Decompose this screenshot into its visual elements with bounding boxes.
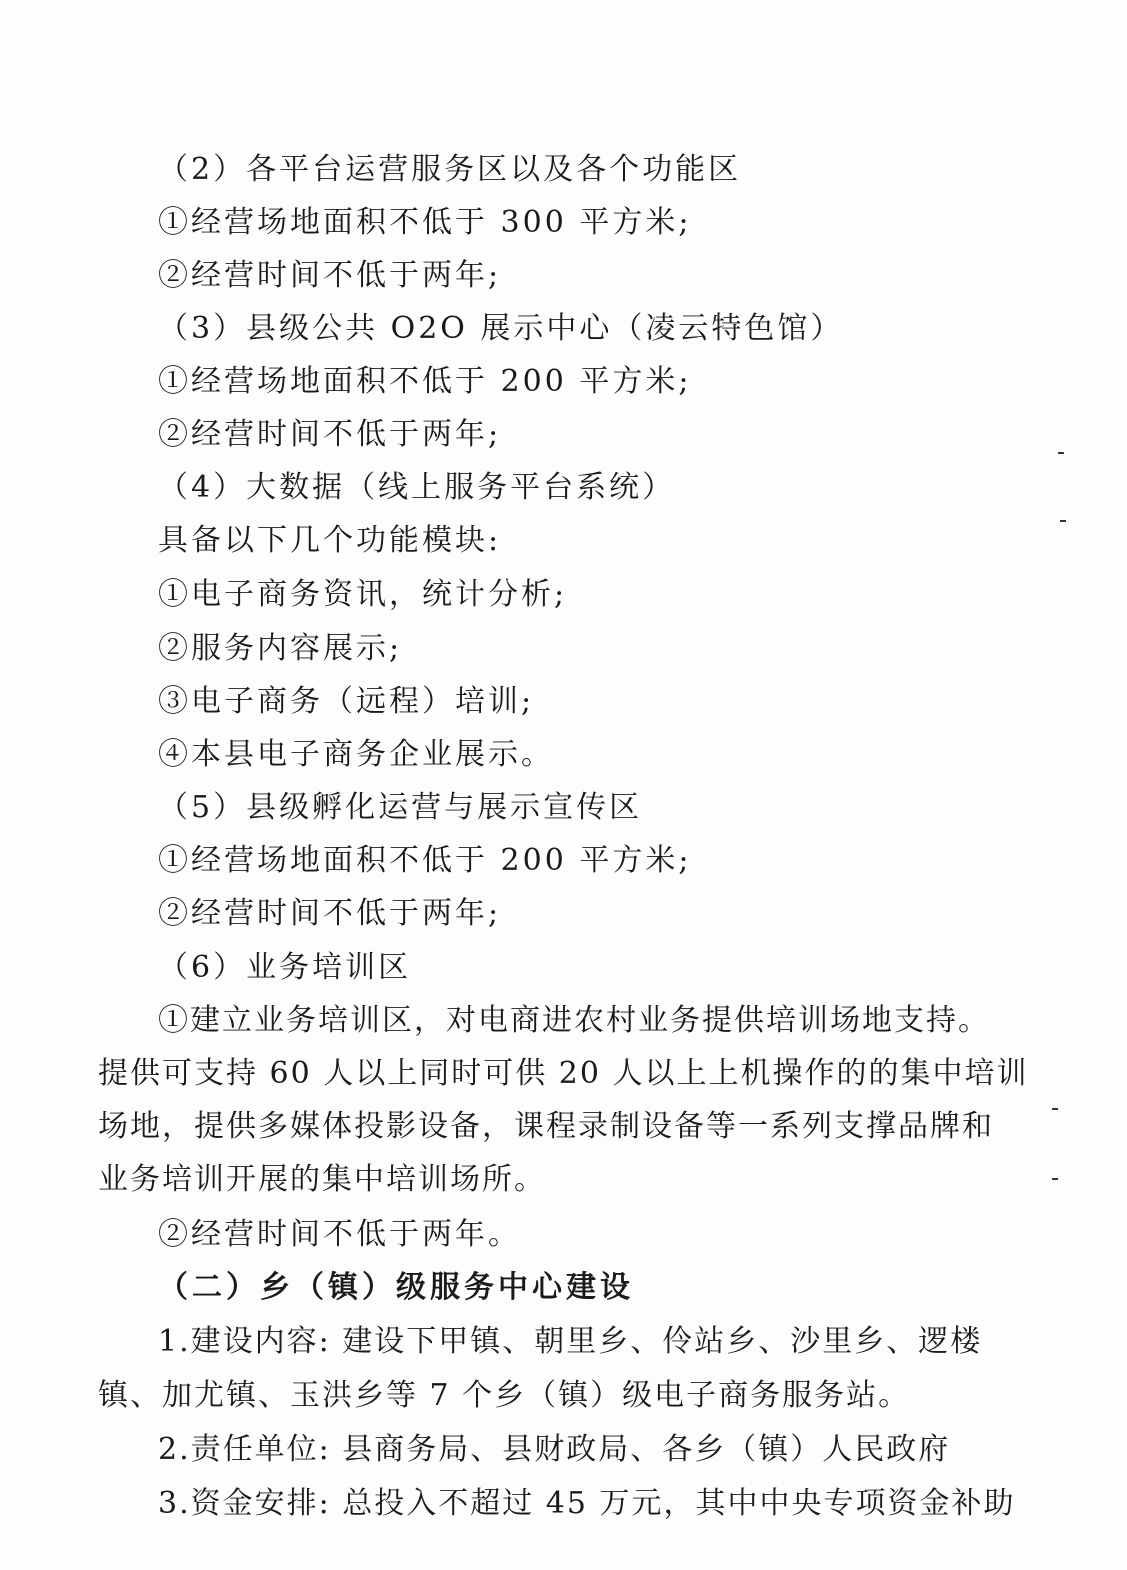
- list-item: ①经营场地面积不低于 300 平方米;: [158, 205, 692, 240]
- paragraph-line: 镇、加尤镇、玉洪乡等 7 个乡（镇）级电子商务服务站。: [98, 1378, 911, 1413]
- paragraph-line: 2.责任单位: 县商务局、县财政局、各乡（镇）人民政府: [158, 1432, 951, 1467]
- list-item: ②经营时间不低于两年。: [158, 1217, 521, 1252]
- list-item: ②经营时间不低于两年;: [158, 896, 502, 931]
- scan-mark: [1052, 1178, 1058, 1180]
- paragraph-line: 业务培训开展的集中培训场所。: [98, 1162, 546, 1197]
- section-heading-6: （6）业务培训区: [158, 950, 412, 985]
- scan-mark: [1060, 520, 1066, 522]
- list-item: ②经营时间不低于两年;: [158, 417, 502, 452]
- list-item: ③电子商务（远程）培训;: [158, 684, 535, 719]
- list-item: ①经营场地面积不低于 200 平方米;: [158, 843, 692, 878]
- section-heading-5: （5）县级孵化运营与展示宣传区: [158, 790, 643, 825]
- paragraph-line: 提供可支持 60 人以上同时可供 20 人以上上机操作的的集中培训: [98, 1056, 1029, 1091]
- paragraph-line: 3.资金安排: 总投入不超过 45 万元，其中中央专项资金补助: [158, 1486, 1016, 1521]
- scan-mark: [1058, 452, 1064, 454]
- list-item: ①电子商务资讯，统计分析;: [158, 577, 568, 612]
- paragraph-line: 1.建设内容: 建设下甲镇、朝里乡、伶站乡、沙里乡、逻楼: [158, 1324, 983, 1359]
- scan-mark: [1052, 1108, 1058, 1110]
- section-heading-bold: （二）乡（镇）级服务中心建设: [158, 1270, 634, 1305]
- paragraph-line: ①建立业务培训区，对电商进农村业务提供培训场地支持。: [158, 1003, 990, 1038]
- paragraph-line: 场地，提供多媒体投影设备，课程录制设备等一系列支撑品牌和: [98, 1109, 994, 1144]
- section-heading-2: （2）各平台运营服务区以及各个功能区: [158, 152, 742, 187]
- paragraph-text: 具备以下几个功能模块:: [158, 523, 502, 558]
- list-item: ②服务内容展示;: [158, 631, 403, 666]
- list-item: ④本县电子商务企业展示。: [158, 737, 554, 772]
- list-item: ①经营场地面积不低于 200 平方米;: [158, 364, 692, 399]
- section-heading-4: （4）大数据（线上服务平台系统）: [158, 470, 676, 505]
- list-item: ②经营时间不低于两年;: [158, 258, 502, 293]
- section-heading-3: （3）县级公共 O2O 展示中心（凌云特色馆）: [158, 311, 844, 346]
